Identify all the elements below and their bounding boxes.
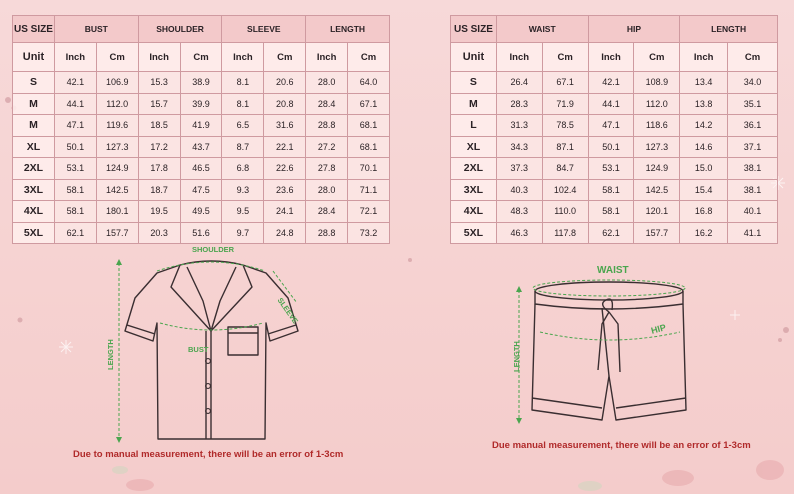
- unit-inch: Inch: [54, 43, 96, 72]
- table-cell: 28.8: [306, 115, 348, 137]
- table-cell: 78.5: [542, 115, 588, 137]
- table-cell: 15.4: [680, 179, 728, 201]
- unit-cm: Cm: [634, 43, 680, 72]
- table-cell: 17.8: [138, 158, 180, 180]
- size-label: M: [13, 115, 55, 137]
- table-cell: 127.3: [96, 136, 138, 158]
- header-length: LENGTH: [680, 16, 778, 43]
- shorts-hip-label: HIP: [649, 322, 668, 336]
- table-cell: 120.1: [634, 201, 680, 223]
- table-cell: 37.1: [728, 136, 778, 158]
- unit-cm: Cm: [180, 43, 222, 72]
- size-label: 3XL: [13, 179, 55, 201]
- table-cell: 72.1: [348, 201, 390, 223]
- table-cell: 58.1: [54, 201, 96, 223]
- table-cell: 24.8: [264, 222, 306, 244]
- table-row: [13, 93, 390, 115]
- table-cell: 157.7: [634, 222, 680, 244]
- size-label: 5XL: [451, 222, 497, 244]
- table-cell: 6.5: [222, 115, 264, 137]
- table-cell: 39.9: [180, 93, 222, 115]
- table-cell: 41.9: [180, 115, 222, 137]
- table-cell: 36.1: [728, 115, 778, 137]
- table-cell: 28.3: [496, 93, 542, 115]
- size-label: 2XL: [13, 158, 55, 180]
- table-cell: 22.1: [264, 136, 306, 158]
- table-cell: 112.0: [634, 93, 680, 115]
- size-label: XL: [13, 136, 55, 158]
- table-cell: 106.9: [96, 72, 138, 94]
- table-cell: 47.1: [54, 115, 96, 137]
- header-us-size: US SIZE: [13, 16, 55, 43]
- unit-label: Unit: [13, 43, 55, 72]
- unit-cm: Cm: [728, 43, 778, 72]
- unit-inch: Inch: [588, 43, 634, 72]
- table-cell: 23.6: [264, 179, 306, 201]
- table-cell: 20.3: [138, 222, 180, 244]
- table-cell: 42.1: [588, 72, 634, 94]
- table-cell: 157.7: [96, 222, 138, 244]
- table-cell: 47.5: [180, 179, 222, 201]
- table-cell: 22.6: [264, 158, 306, 180]
- header-waist: WAIST: [496, 16, 588, 43]
- header-bust: BUST: [54, 16, 138, 43]
- table-cell: 15.0: [680, 158, 728, 180]
- table-cell: 118.6: [634, 115, 680, 137]
- table-cell: 124.9: [634, 158, 680, 180]
- unit-inch: Inch: [138, 43, 180, 72]
- table-cell: 46.3: [496, 222, 542, 244]
- unit-cm: Cm: [264, 43, 306, 72]
- table-cell: 26.4: [496, 72, 542, 94]
- table-cell: 40.3: [496, 179, 542, 201]
- table-cell: 40.1: [728, 201, 778, 223]
- table-cell: 14.6: [680, 136, 728, 158]
- size-label: 2XL: [451, 158, 497, 180]
- table-cell: 34.3: [496, 136, 542, 158]
- table-cell: 43.7: [180, 136, 222, 158]
- table-cell: 64.0: [348, 72, 390, 94]
- unit-cm: Cm: [542, 43, 588, 72]
- table-cell: 73.2: [348, 222, 390, 244]
- table-cell: 41.1: [728, 222, 778, 244]
- table-cell: 15.3: [138, 72, 180, 94]
- table-row: [13, 158, 390, 180]
- table-cell: 35.1: [728, 93, 778, 115]
- header-length: LENGTH: [306, 16, 390, 43]
- unit-inch: Inch: [680, 43, 728, 72]
- size-label: XL: [451, 136, 497, 158]
- header-shoulder: SHOULDER: [138, 16, 222, 43]
- table-cell: 84.7: [542, 158, 588, 180]
- table-cell: 108.9: [634, 72, 680, 94]
- table-cell: 127.3: [634, 136, 680, 158]
- table-cell: 71.9: [542, 93, 588, 115]
- table-cell: 18.7: [138, 179, 180, 201]
- table-cell: 112.0: [96, 93, 138, 115]
- table-cell: 58.1: [588, 201, 634, 223]
- table-cell: 38.1: [728, 158, 778, 180]
- table-cell: 50.1: [54, 136, 96, 158]
- table-row: [451, 115, 778, 137]
- table-cell: 19.5: [138, 201, 180, 223]
- table-cell: 38.1: [728, 179, 778, 201]
- table-cell: 42.1: [54, 72, 96, 94]
- table-cell: 28.0: [306, 179, 348, 201]
- table-cell: 62.1: [588, 222, 634, 244]
- table-cell: 142.5: [634, 179, 680, 201]
- table-cell: 9.3: [222, 179, 264, 201]
- table-cell: 58.1: [588, 179, 634, 201]
- size-label: S: [451, 72, 497, 94]
- size-label: 5XL: [13, 222, 55, 244]
- table-cell: 50.1: [588, 136, 634, 158]
- unit-cm: Cm: [96, 43, 138, 72]
- table-row: [451, 136, 778, 158]
- unit-cm: Cm: [348, 43, 390, 72]
- shorts-waist-label: WAIST: [597, 265, 629, 276]
- table-cell: 8.1: [222, 72, 264, 94]
- table-cell: 48.3: [496, 201, 542, 223]
- shirt-measurement-note: Due to manual measurement, there will be an error of 1-3cm: [73, 449, 344, 460]
- table-cell: 117.8: [542, 222, 588, 244]
- table-cell: 53.1: [588, 158, 634, 180]
- table-cell: 47.1: [588, 115, 634, 137]
- shorts-length-label: LENGTH: [512, 341, 521, 372]
- table-row: [13, 222, 390, 244]
- table-cell: 70.1: [348, 158, 390, 180]
- table-cell: 28.4: [306, 201, 348, 223]
- table-cell: 71.1: [348, 179, 390, 201]
- size-label: 4XL: [451, 201, 497, 223]
- table-cell: 15.7: [138, 93, 180, 115]
- shirt-sleeve-label: SLEEVE: [275, 296, 300, 326]
- table-row: [451, 93, 778, 115]
- table-cell: 110.0: [542, 201, 588, 223]
- unit-inch: Inch: [496, 43, 542, 72]
- table-cell: 24.1: [264, 201, 306, 223]
- table-cell: 20.8: [264, 93, 306, 115]
- size-label: M: [451, 93, 497, 115]
- unit-inch: Inch: [306, 43, 348, 72]
- table-cell: 20.6: [264, 72, 306, 94]
- size-label: L: [451, 115, 497, 137]
- table-row: [13, 136, 390, 158]
- table-cell: 44.1: [588, 93, 634, 115]
- table-cell: 67.1: [348, 93, 390, 115]
- header-sleeve: SLEEVE: [222, 16, 306, 43]
- table-row: [451, 222, 778, 244]
- size-label: S: [13, 72, 55, 94]
- table-cell: 16.2: [680, 222, 728, 244]
- shirt-shoulder-label: SHOULDER: [192, 245, 235, 254]
- table-row: [13, 179, 390, 201]
- table-cell: 28.4: [306, 93, 348, 115]
- table-row: [451, 179, 778, 201]
- table-cell: 51.6: [180, 222, 222, 244]
- shorts-diagram: [510, 270, 710, 430]
- table-cell: 58.1: [54, 179, 96, 201]
- unit-label: Unit: [451, 43, 497, 72]
- table-cell: 27.2: [306, 136, 348, 158]
- table-cell: 16.8: [680, 201, 728, 223]
- table-row: [451, 158, 778, 180]
- table-row: [451, 72, 778, 94]
- table-cell: 62.1: [54, 222, 96, 244]
- table-cell: 8.1: [222, 93, 264, 115]
- table-cell: 119.6: [96, 115, 138, 137]
- table-cell: 142.5: [96, 179, 138, 201]
- header-us-size: US SIZE: [451, 16, 497, 43]
- shorts-measurement-note: Due manual measurement, there will be an error of 1-3cm: [492, 440, 751, 451]
- table-row: [451, 201, 778, 223]
- table-cell: 18.5: [138, 115, 180, 137]
- table-cell: 44.1: [54, 93, 96, 115]
- header-hip: HIP: [588, 16, 680, 43]
- shirt-bust-label: BUST: [188, 345, 209, 354]
- table-cell: 8.7: [222, 136, 264, 158]
- table-cell: 13.8: [680, 93, 728, 115]
- table-cell: 37.3: [496, 158, 542, 180]
- shirt-diagram: [105, 243, 305, 443]
- table-cell: 31.3: [496, 115, 542, 137]
- table-cell: 67.1: [542, 72, 588, 94]
- size-label: 4XL: [13, 201, 55, 223]
- table-cell: 38.9: [180, 72, 222, 94]
- table-row: [13, 72, 390, 94]
- table-cell: 6.8: [222, 158, 264, 180]
- shirt-length-label: LENGTH: [106, 339, 115, 370]
- table-cell: 14.2: [680, 115, 728, 137]
- table-cell: 28.0: [306, 72, 348, 94]
- table-cell: 17.2: [138, 136, 180, 158]
- table-cell: 49.5: [180, 201, 222, 223]
- table-cell: 180.1: [96, 201, 138, 223]
- table-cell: 46.5: [180, 158, 222, 180]
- size-label: 3XL: [451, 179, 497, 201]
- table-row: [13, 115, 390, 137]
- table-cell: 34.0: [728, 72, 778, 94]
- table-cell: 87.1: [542, 136, 588, 158]
- size-label: M: [13, 93, 55, 115]
- bottom-size-table: [450, 15, 778, 244]
- table-row: [13, 201, 390, 223]
- table-cell: 102.4: [542, 179, 588, 201]
- unit-inch: Inch: [222, 43, 264, 72]
- table-cell: 68.1: [348, 136, 390, 158]
- table-cell: 68.1: [348, 115, 390, 137]
- table-cell: 28.8: [306, 222, 348, 244]
- table-cell: 13.4: [680, 72, 728, 94]
- table-cell: 31.6: [264, 115, 306, 137]
- table-cell: 9.5: [222, 201, 264, 223]
- table-cell: 9.7: [222, 222, 264, 244]
- top-size-table: [12, 15, 390, 244]
- table-cell: 124.9: [96, 158, 138, 180]
- table-cell: 27.8: [306, 158, 348, 180]
- table-cell: 53.1: [54, 158, 96, 180]
